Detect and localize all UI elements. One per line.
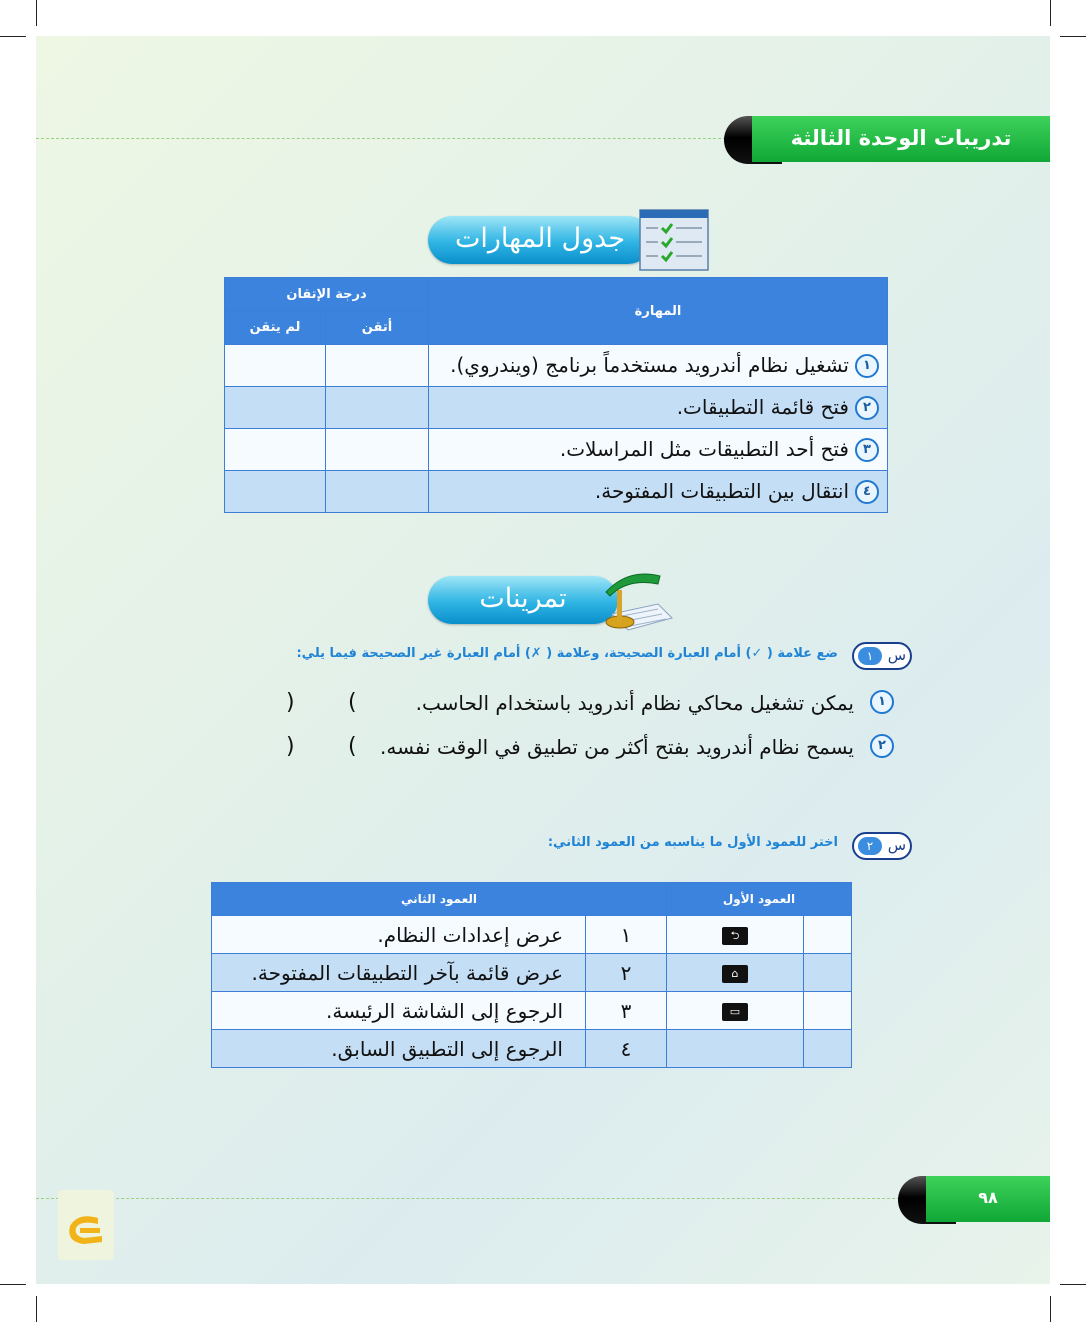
- crop-mark: [1060, 36, 1086, 37]
- table-row: [212, 916, 852, 954]
- mastered-cell[interactable]: [326, 429, 429, 471]
- mastered-header: أتقن: [326, 311, 429, 345]
- description-text: عرض قائمة بآخر التطبيقات المفتوحة.: [212, 954, 586, 992]
- column-2-header: العمود الثاني: [212, 883, 667, 916]
- crop-mark: [0, 36, 26, 37]
- crop-mark: [36, 1296, 37, 1322]
- not-mastered-cell[interactable]: [225, 471, 326, 513]
- description-text: الرجوع إلى الشاشة الرئيسة.: [212, 992, 586, 1030]
- row-number: ٢: [586, 954, 667, 992]
- mastered-cell[interactable]: [326, 387, 429, 429]
- skill-text: انتقال بين التطبيقات المفتوحة.: [594, 478, 849, 503]
- mastery-header: درجة الإتقان: [225, 278, 429, 311]
- table-row: [225, 471, 888, 513]
- column-1-header: العمود الأول: [667, 883, 852, 916]
- item-number: ٤: [855, 480, 879, 504]
- crop-mark: [36, 0, 37, 26]
- not-mastered-cell[interactable]: [225, 387, 326, 429]
- footer-divider: [36, 1198, 900, 1199]
- table-row: [212, 1030, 852, 1068]
- table-row: [225, 387, 888, 429]
- question-number: ٢: [858, 837, 882, 855]
- answer-paren-close: ): [286, 690, 295, 715]
- statement-text: يمكن تشغيل محاكي نظام أندرويد باستخدام الحاسب.: [415, 691, 854, 715]
- question-badge-2: [852, 832, 912, 860]
- crop-mark: [1050, 1296, 1051, 1322]
- item-number: ٣: [855, 438, 879, 462]
- description-text: الرجوع إلى التطبيق السابق.: [212, 1030, 586, 1068]
- answer-paren-close: ): [286, 734, 295, 759]
- question-2-instruction: اختر للعمود الأول ما يناسبه من العمود الثاني:: [547, 835, 838, 850]
- table-row: [225, 429, 888, 471]
- back-arrow-icon: ⮌: [722, 927, 748, 945]
- not-mastered-header: لم يتقن: [225, 311, 326, 345]
- answer-blank[interactable]: [300, 690, 344, 716]
- mastered-cell[interactable]: [326, 471, 429, 513]
- row-number: ١: [586, 916, 667, 954]
- answer-blank[interactable]: [300, 734, 344, 760]
- unit-title: تدريبات الوحدة الثالثة: [752, 116, 1050, 162]
- question-letter: س: [887, 646, 906, 664]
- desk-lamp-icon: [598, 562, 674, 634]
- answer-cell[interactable]: [804, 916, 852, 954]
- item-number: ٢: [855, 396, 879, 420]
- page-number: ٩٨: [926, 1176, 1050, 1222]
- list-item: [870, 734, 894, 758]
- answer-cell[interactable]: [804, 1030, 852, 1068]
- item-number: ١: [855, 354, 879, 378]
- description-text: عرض إعدادات النظام.: [212, 916, 586, 954]
- row-number: ٣: [586, 992, 667, 1030]
- question-1-instruction: ضع علامة ( ✓) أمام العبارة الصحيحة، وعلامة ( ✗) أمام العبارة غير الصحيحة فيما يلي:: [296, 646, 838, 661]
- matching-table: [211, 882, 852, 1068]
- item-number: ١: [870, 690, 894, 714]
- table-row: [212, 992, 852, 1030]
- skill-text: فتح قائمة التطبيقات.: [676, 394, 849, 419]
- crop-mark: [1050, 0, 1051, 26]
- skill-header: المهارة: [429, 278, 888, 345]
- checklist-window-icon: [632, 206, 712, 272]
- table-row: [225, 345, 888, 387]
- question-number: ١: [858, 647, 882, 665]
- mastered-cell[interactable]: [326, 345, 429, 387]
- home-icon: ⌂: [722, 965, 748, 983]
- not-mastered-cell[interactable]: [225, 345, 326, 387]
- table-row: [212, 954, 852, 992]
- crop-mark: [1060, 1284, 1086, 1285]
- recent-apps-icon: ▭: [722, 1003, 748, 1021]
- row-number: ٤: [586, 1030, 667, 1068]
- answer-cell[interactable]: [804, 992, 852, 1030]
- publisher-logo-icon: [58, 1190, 114, 1260]
- item-number: ٢: [870, 734, 894, 758]
- answer-cell[interactable]: [804, 954, 852, 992]
- skill-text: فتح أحد التطبيقات مثل المراسلات.: [559, 436, 849, 461]
- exercises-section-title: تمرينات: [428, 576, 618, 624]
- question-letter: س: [887, 836, 906, 854]
- list-item: [870, 690, 894, 714]
- statement-text: يسمح نظام أندرويد بفتح أكثر من تطبيق في الوقت نفسه.: [379, 735, 854, 759]
- header-divider: [36, 138, 726, 139]
- question-badge-1: [852, 642, 912, 670]
- skills-table: [224, 277, 888, 513]
- skill-text: تشغيل نظام أندرويد مستخدماً برنامج (ويندروي).: [450, 352, 849, 377]
- crop-mark: [0, 1284, 26, 1285]
- answer-paren-open: (: [348, 690, 357, 715]
- skills-section-title: جدول المهارات: [428, 216, 652, 264]
- icon-cell-empty: [667, 1030, 804, 1068]
- not-mastered-cell[interactable]: [225, 429, 326, 471]
- answer-paren-open: (: [348, 734, 357, 759]
